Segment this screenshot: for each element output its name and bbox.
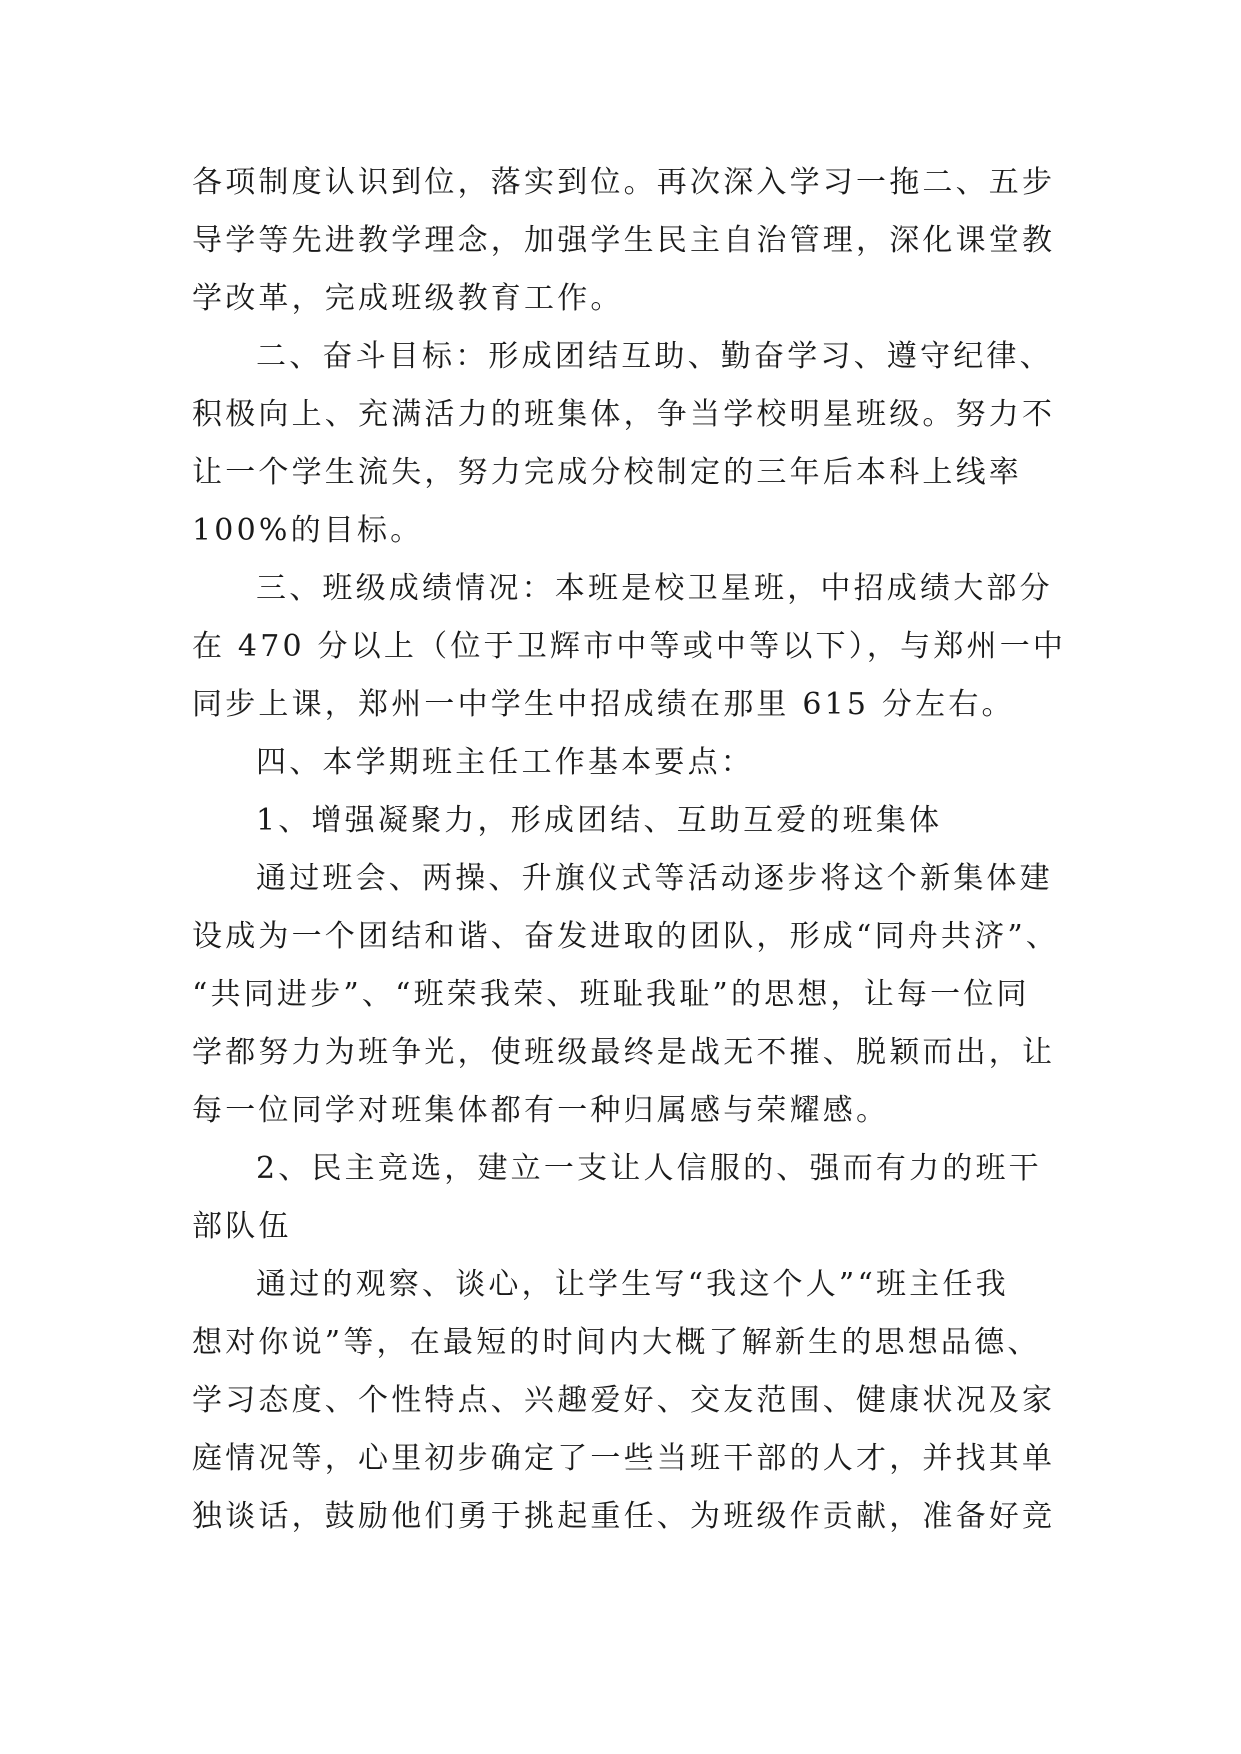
text-line: 在 470 分以上（位于卫辉市中等或中等以下），与郑州一中 xyxy=(192,629,1067,664)
text-line: 学习态度、个性特点、兴趣爱好、交友范围、健康状况及家 xyxy=(192,1383,1056,1418)
text-line: 庭情况等，心里初步确定了一些当班干部的人才，并找其单 xyxy=(192,1441,1056,1476)
text-line: 各项制度认识到位，落实到位。再次深入学习一拖二、五步 xyxy=(192,165,1056,200)
text-line: 让一个学生流失，努力完成分校制定的三年后本科上线率 xyxy=(192,455,1022,490)
text-line: 四、本学期班主任工作基本要点： xyxy=(256,745,754,780)
text-line: “共同进步”、“班荣我荣、班耻我耻”的思想，让每一位同 xyxy=(192,977,1030,1012)
text-line: 想对你说”等，在最短的时间内大概了解新生的思想品德、 xyxy=(192,1325,1041,1360)
text-line: 三、班级成绩情况：本班是校卫星班，中招成绩大部分 xyxy=(256,571,1053,606)
text-line: 每一位同学对班集体都有一种归属感与荣耀感。 xyxy=(192,1093,890,1128)
text-line: 2、民主竞选，建立一支让人信服的、强而有力的班干 xyxy=(256,1151,1042,1186)
text-line: 通过班会、两操、升旗仪式等活动逐步将这个新集体建 xyxy=(256,861,1053,896)
text-line: 学改革，完成班级教育工作。 xyxy=(192,281,624,316)
document-body xyxy=(192,154,1092,1546)
text-line: 学都努力为班争光，使班级最终是战无不摧、脱颖而出，让 xyxy=(192,1035,1056,1070)
text-line: 设成为一个团结和谐、奋发进取的团队，形成“同舟共济”、 xyxy=(192,919,1060,954)
text-line: 独谈话，鼓励他们勇于挑起重任、为班级作贡献，准备好竞 xyxy=(192,1499,1056,1534)
text-line: 导学等先进教学理念，加强学生民主自治管理，深化课堂教 xyxy=(192,223,1056,258)
text-line: 部队伍 xyxy=(192,1209,292,1244)
text-line: 100%的目标。 xyxy=(192,513,424,548)
text-line: 积极向上、充满活力的班集体，争当学校明星班级。努力不 xyxy=(192,397,1056,432)
text-line: 二、奋斗目标：形成团结互助、勤奋学习、遵守纪律、 xyxy=(256,339,1053,374)
text-line: 同步上课，郑州一中学生中招成绩在那里 615 分左右。 xyxy=(192,687,1015,722)
text-line: 1、增强凝聚力，形成团结、互助互爱的班集体 xyxy=(256,803,943,838)
text-line: 通过的观察、谈心，让学生写“我这个人”“班主任我 xyxy=(256,1267,1009,1302)
